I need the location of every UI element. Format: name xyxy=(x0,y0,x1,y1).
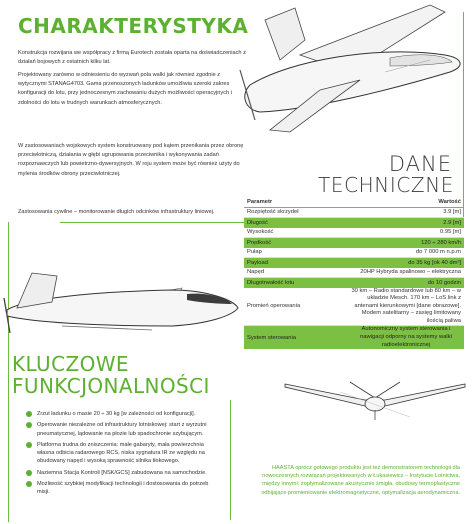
spec-value: 20HP Hybryda spalinowo – elektryczna xyxy=(348,268,464,278)
spec-value: 120 ÷ 280 km/h xyxy=(348,238,464,248)
features-title-line2: FUNKCJONALNOŚCI xyxy=(12,374,210,398)
bullet-dot-icon xyxy=(26,481,32,487)
list-item xyxy=(26,441,222,466)
spec-param: Pułap xyxy=(244,248,348,258)
list-item-text: Możliwość szybkiej modyfikacji technologii i dostosowania do potrzeb misji. xyxy=(37,481,209,496)
tech-title-line1: DANE xyxy=(388,152,452,176)
list-item xyxy=(26,480,222,496)
spec-value: do 10 godzin xyxy=(348,278,464,288)
spec-row xyxy=(244,218,464,228)
list-item-text: Naziemna Stacja Kontroli [NSK/GCS] zabudowana na samochodzie. xyxy=(37,469,207,476)
spec-col-value: Wartość xyxy=(348,197,464,207)
spec-col-param: Parametr xyxy=(244,197,348,207)
list-item-text: Operowanie niezależne od infrastruktury lotniskowej: start z wyrzutni pneumatycznej, lądowanie na płozie lub spadochronie szybującym. xyxy=(37,422,207,437)
spec-value: 2.9 [m] xyxy=(348,218,464,228)
bullet-dot-icon xyxy=(26,470,32,476)
spec-row xyxy=(244,326,464,349)
features-title-line1: KLUCZOWE xyxy=(12,352,129,376)
spec-param: Napęd xyxy=(244,268,348,278)
spec-param: Długotrwałość lotu xyxy=(244,278,348,288)
spec-row xyxy=(244,207,464,218)
haasta-note: HAASTA oprócz gotowego produktu jest też demonstratorem technologii dla nowoczesnych rozwiązań projektowanych w Łukasiewicz – Instytucie Lotnictwa, między innymi: zoptymalizowane akustycznie śmigła, obudowy termoplastyczne odbijające promieniowanie elektromagnetyczne, optymalizacja aerodynamiczna. xyxy=(261,465,460,496)
spec-value: Autonomiczny system sterowania i nawigacji odporny na systemy walki radioelektronicznej xyxy=(348,326,464,349)
features-list xyxy=(26,410,222,500)
spec-param: Rozpiętość skrzydeł xyxy=(244,207,348,218)
spec-param: Wysokość xyxy=(244,228,348,238)
spec-table xyxy=(244,197,464,349)
spec-param: Promień operowania xyxy=(244,288,348,326)
spec-value: 3.9 [m] xyxy=(348,207,464,218)
drone-front-illustration xyxy=(280,372,470,432)
intro-paragraph-3: W zastosowaniach wojskowych system konstruowany pod kątem przenikania przez obronę przeciwlotniczą, działania w głębi ugrupowania przeciwnika i wykonywania zadań rozpoznawczych lub powietrzno-dywersyjnych. W roju system może być również użyty do mylenia środków obrony przeciwlotniczej. xyxy=(18,143,244,177)
intro-paragraph-2: Projektowany zarówno w odniesieniu do wyzwań pola walki jak również zgodnie z wytycznymi STANAG4703. Gama przenoszonych ładunków umożliwia szeroki zakres konfiguracji do lotu, przy jednoczesnym zachowaniu dużych możliwości operacyjnych i zdolności do lotu w trudnych warunkach atmosferycznych. xyxy=(18,72,232,106)
spec-row xyxy=(244,248,464,258)
list-item xyxy=(26,410,222,418)
spec-value: do 35 kg [ok 40 dm³] xyxy=(348,258,464,268)
spec-row xyxy=(244,268,464,278)
spec-row xyxy=(244,258,464,268)
tech-title-line2: TECHNICZNE xyxy=(318,173,454,197)
spec-value: 30 km – Radio standardowe lub 80 km – w układzie Mesch. 170 km – LoS link z antenami kierunkowymi [dane obrazowe]. Modem satelitarny – zasięg limitowany ilością paliwa xyxy=(348,288,464,326)
spec-value: 0.95 [m] xyxy=(348,228,464,238)
spec-row xyxy=(244,278,464,288)
spec-param: Payload xyxy=(244,258,348,268)
bullet-dot-icon xyxy=(26,442,32,448)
list-item xyxy=(26,469,222,477)
page-title: CHARAKTERYSTYKA xyxy=(18,14,249,38)
spec-table-container xyxy=(244,197,464,349)
spec-param: Prędkość xyxy=(244,238,348,248)
frame-line-mid xyxy=(230,400,231,520)
spec-row xyxy=(244,288,464,326)
bullet-dot-icon xyxy=(26,411,32,417)
list-item xyxy=(26,421,222,437)
spec-param: Długość xyxy=(244,218,348,228)
bullet-dot-icon xyxy=(26,422,32,428)
spec-row xyxy=(244,238,464,248)
drone-top-illustration xyxy=(230,0,474,135)
spec-row xyxy=(244,228,464,238)
intro-paragraph-1: Konstrukcja rozwijana we współpracy z firmą Eurotech została oparta na doświadczeniach z działań bojowych z ostatnich kilku lat. xyxy=(18,50,246,66)
spec-table-header xyxy=(244,197,464,207)
list-item-text: Zrzut ładunku o masie 20 ÷ 30 kg [w zależności od konfiguracji]. xyxy=(37,411,196,417)
intro-paragraph-4: Zastosowania cywilne – monitorowanie długich odcinków infrastruktury liniowej. xyxy=(18,209,215,215)
list-item-text: Platforma trudna do zniszczenia: małe gabaryty, mała powierzchnia własna odbicia radarowego RCS, niska sygnatura IR ze względu na obudowany napęd i wysoką sprawność silnika tłokowego. xyxy=(37,441,205,465)
drone-side-illustration xyxy=(2,258,242,350)
spec-value: do 7 000 m n.p.m xyxy=(348,248,464,258)
spec-param: System sterowania xyxy=(244,326,348,349)
